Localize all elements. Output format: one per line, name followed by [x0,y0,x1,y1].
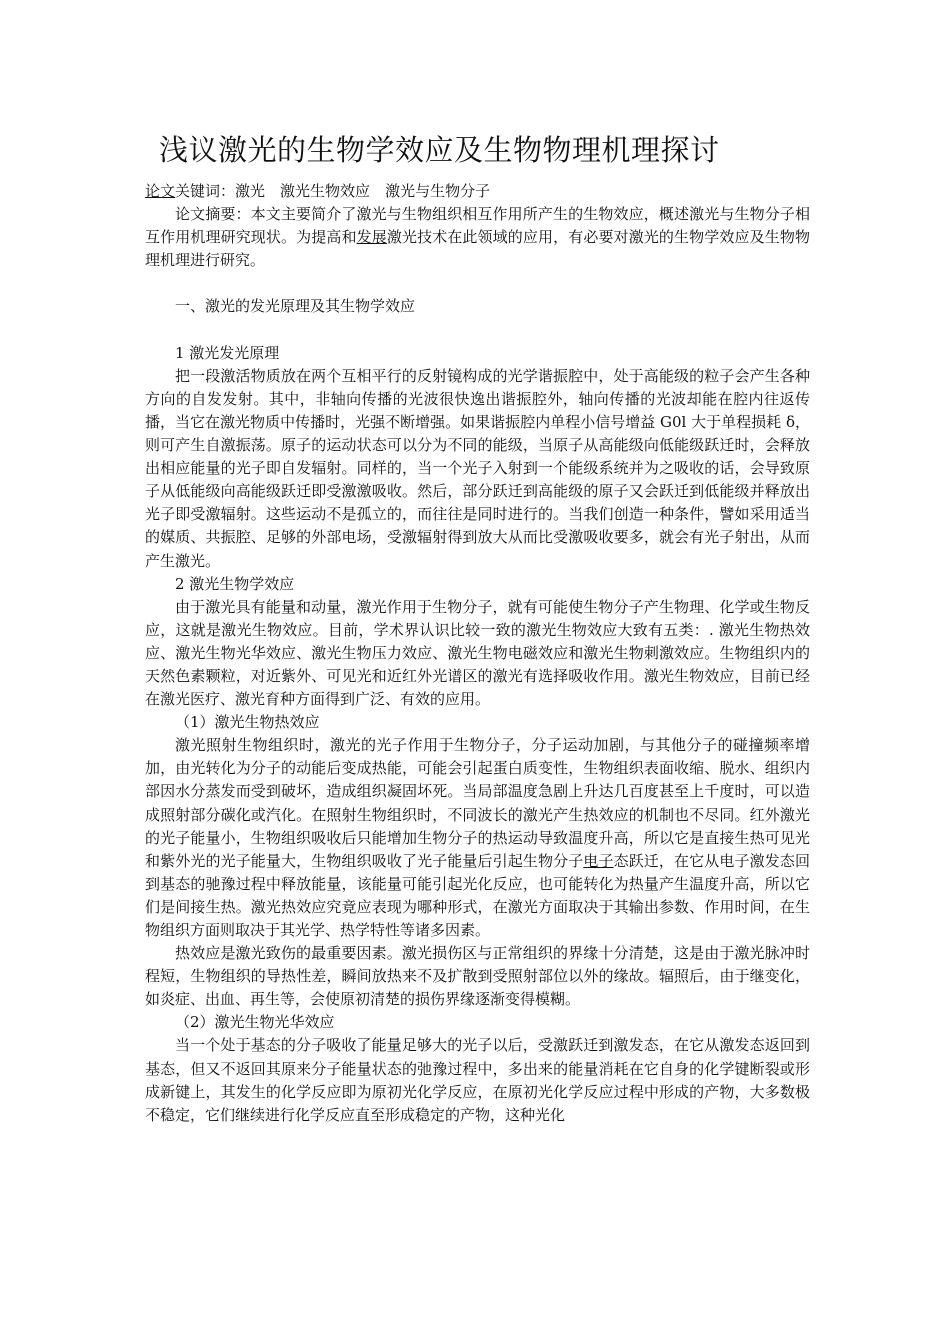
paper-link[interactable]: 论文 [145,182,176,200]
item-2-paragraph-1: 当一个处于基态的分子吸收了能量足够大的光子以后，受激跃迁到激发态，在它从激发态返回到基态，但又不返回其原来分子能量状态的弛豫过程中，多出来的能量消耗在它自身的化学键断裂或形成新键上，其发生的化学反应即为原初光化学反应，在原初光化学反应过程中形成的产物，大多数极不稳定，它们继续进行化学反应直至形成稳定的产物，这种光化 [145,1036,810,1124]
subsection-1-heading: 1 激光发光原理 [175,343,280,362]
document-title: 浅议激光的生物学效应及生物物理机理探讨 [159,133,720,167]
abstract-paragraph: 论文摘要：本文主要简介了激光与生物组织相互作用所产生的生物效应，概述激光与生物分子相互作用机理研究现状。为提高和发展激光技术在此领域的应用，有必要对激光的生物学效应及生物物理机理进行研究。 [145,205,810,270]
item-2-heading: （2）激光生物光华效应 [175,1013,335,1032]
item-1-paragraph-1: 激光照射生物组织时，激光的光子作用于生物分子，分子运动加剧，与其他分子的碰撞频率增加，由光转化为分子的动能后变成热能，可能会引起蛋白质变性，生物组织表面收缩、脱水、组织内部因水分蒸发而受到破坏，造成组织凝固坏死。当局部温度急剧上升达几百度甚至上千度时，可以造成照射部分碳化或汽化。在照射生物组织时，不同波长的激光产生热效应的机制也不尽同。红外激光的光子能量小，生物组织吸收后只能增加生物分子的热运动导致温度升高，所以它是直接生热可见光和紫外光的光子能量大，生物组织吸收了光子能量后引起生物分子电子态跃迁，在它从电子激发态回到基态的驰豫过程中释放能量，该能量可能引起光化反应，也可能转化为热量产生温度升高，所以它们是间接生热。激光热效应究竟应表现为哪种形式，在激光方面取决于其输出参数、作用时间，在生物组织方面则取决于其光学、热学特性等诸多因素。 [145,736,810,939]
item-1-paragraph-2: 热效应是激光致伤的最重要因素。激光损伤区与正常组织的界缘十分清楚，这是由于激光脉冲时程短，生物组织的导热性差，瞬间放热来不及扩散到受照射部位以外的缘故。辐照后，由于继变化，如炎症、出血、再生等，会使原初清楚的损伤界缘逐渐变得模糊。 [145,944,810,1009]
subsection-2-heading: 2 激光生物学效应 [175,574,295,593]
section-1-heading: 一、激光的发光原理及其生物学效应 [175,297,416,316]
electron-link[interactable]: 电子 [583,851,614,870]
keyword-1: 激光 [235,182,266,200]
subsection-1-paragraph: 把一段激活物质放在两个互相平行的反射镜构成的光学谐振腔中，处于高能级的粒子会产生各种方向的自发发射。其中，非轴向传播的光波很快逸出谐振腔外，轴向传播的光波却能在腔内往返传播，当它在激光物质中传播时，光强不断增强。如果谐振腔内单程小信号增益 G0l 大于单程损耗 δ，则可产生自激振荡。原子的运动状态可以分为不同的能级，当原子从高能级向低能级跃迁时，会释放出相应能量的光子即自发辐射。同样的，当一个光子入射到一个能级系统并为之吸收的话，会导致原子从低能级向高能级跃迁即受激激吸收。然后，部分跃迁到高能级的原子又会跃迁到低能级并释放出光子即受激辐射。这些运动不是孤立的，而往往是同时进行的。当我们创造一种条件，譬如采用适当的媒质、共振腔、足够的外部电场，受激辐射得到放大从而比受激吸收要多，就会有光子射出，从而产生激光。 [145,366,810,570]
keywords-line [145,180,810,203]
subsection-2-paragraph: 由于激光具有能量和动量，激光作用于生物分子，就有可能使生物分子产生物理、化学或生物反应，这就是激光生物效应。目前，学术界认识比较一致的激光生物效应大致有五类：. 激光生物热效应、激光生物光华效应、激光生物压力效应、激光生物电磁效应和激光生物刺激效应。生物组织内的天然色素颗粒，对近紫外、可见光和近红外光谱区的激光有选择吸收作用。激光生物效应，目前已经在激光医疗、激光育种方面得到广泛、有效的应用。 [145,597,810,709]
keyword-3: 激光与生物分子 [385,182,491,200]
keyword-2: 激光生物效应 [280,182,371,200]
document-page [145,128,810,1127]
keywords-label: 关键词： [175,182,236,200]
item-1-heading: （1）激光生物热效应 [175,713,320,732]
development-link[interactable]: 发展 [356,228,387,247]
